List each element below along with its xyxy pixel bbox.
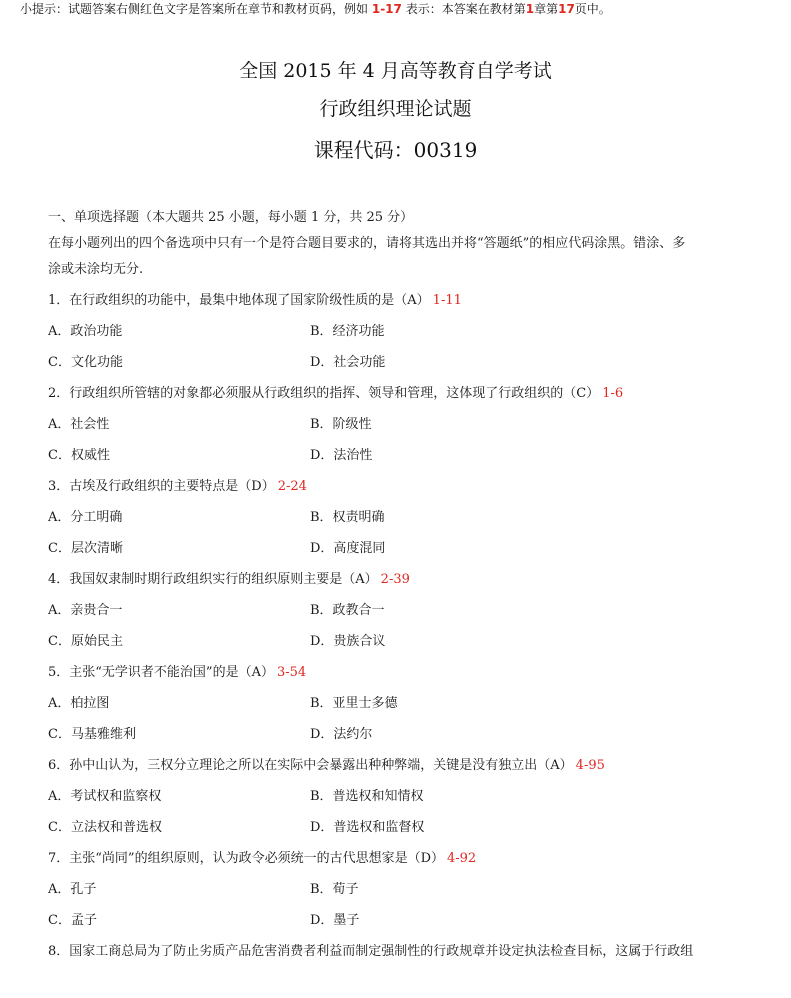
instruction-line-2: 涂或未涂均无分.	[48, 262, 144, 277]
answer-option: A．社会性	[48, 417, 110, 432]
question-8-partial: 8．国家工商总局为了防止劣质产品危害消费者利益而制定强制性的行政规章并设定执法检查目标，这属于行政组	[48, 944, 694, 959]
question-text: 1．在行政组织的功能中，最集中地体现了国家阶级性质的是（A）	[48, 293, 430, 308]
option-row	[48, 538, 768, 569]
answer-option: A．柏拉图	[48, 696, 110, 711]
question-text: 2．行政组织所管辖的对象都必须服从行政组织的指挥、领导和管理，这体现了行政组织的（C）	[48, 386, 600, 401]
answer-reference: 4-95	[575, 758, 605, 773]
answer-option: D．社会功能	[310, 355, 386, 370]
hint-text-1: 小提示：试题答案右侧红色文字是答案所在章节和教材页码，例如	[20, 2, 369, 16]
option-row	[48, 321, 768, 352]
answer-reference: 2-39	[380, 572, 410, 587]
exam-subject: 行政组织理论试题	[319, 98, 472, 120]
instruction-line-1: 在每小题列出的四个备选项中只有一个是符合题目要求的，请将其选出并将“答题纸”的相应代码涂黑。错涂、多	[48, 236, 686, 251]
answer-option: A．政治功能	[48, 324, 123, 339]
hint-example-ref: 1-17	[371, 2, 402, 16]
answer-option: A．分工明确	[48, 510, 123, 525]
answer-reference: 1-6	[602, 386, 624, 401]
answer-option: B．普选权和知情权	[310, 789, 424, 804]
question-text: 3．古埃及行政组织的主要特点是（D）	[48, 479, 275, 494]
option-row	[48, 600, 768, 631]
answer-option: B．权责明确	[310, 510, 385, 525]
exam-title: 全国 2015 年 4 月高等教育自学考试	[239, 60, 552, 82]
question-stem	[48, 383, 768, 414]
option-row	[48, 445, 768, 476]
hint-text-2: 表示：本答案在教材第	[405, 2, 526, 16]
answer-option: C．马基雅维利	[48, 727, 136, 742]
answer-reference: 4-92	[447, 851, 477, 866]
question-text: 4．我国奴隶制时期行政组织实行的组织原则主要是（A）	[48, 572, 378, 587]
answer-option: A．孔子	[48, 882, 97, 897]
option-row	[48, 352, 768, 383]
answer-option: D．法治性	[310, 448, 373, 463]
hint-text-4: 页中。	[574, 2, 611, 16]
option-row	[48, 817, 768, 848]
question-stem	[48, 662, 768, 693]
answer-option: C．孟子	[48, 913, 97, 928]
answer-option: A．考试权和监察权	[48, 789, 162, 804]
exam-content	[48, 207, 768, 972]
hint-page-number: 17	[558, 2, 575, 16]
question-text: 5．主张“无学识者不能治国”的是（A）	[48, 665, 274, 680]
hint-chapter-number: 1	[525, 2, 535, 16]
answer-option: C．文化功能	[48, 355, 123, 370]
option-row	[48, 724, 768, 755]
answer-option: A．亲贵合一	[48, 603, 123, 618]
answer-option: B．亚里士多德	[310, 696, 398, 711]
answer-reference: 3-54	[276, 665, 307, 680]
answer-option: D．普选权和监督权	[310, 820, 425, 835]
answer-option: B．经济功能	[310, 324, 385, 339]
answer-option: D．法约尔	[310, 727, 373, 742]
option-row	[48, 693, 768, 724]
answer-option: B．荀子	[310, 882, 359, 897]
question-stem	[48, 476, 768, 507]
answer-option: D．墨子	[310, 913, 360, 928]
option-row	[48, 631, 768, 662]
answer-option: D．贵族合议	[310, 634, 386, 649]
hint-text-3: 章第	[534, 2, 559, 16]
option-row	[48, 414, 768, 445]
option-row	[48, 879, 768, 910]
question-stem	[48, 569, 768, 600]
question-stem	[48, 755, 768, 786]
answer-reference: 1-11	[432, 293, 462, 308]
answer-reference: 2-24	[277, 479, 307, 494]
answer-option: D．高度混同	[310, 541, 386, 556]
question-text: 6．孙中山认为，三权分立理论之所以在实际中会暴露出种种弊端，关键是没有独立出（A）	[48, 758, 573, 773]
answer-option: C．权威性	[48, 448, 110, 463]
answer-option: C．原始民主	[48, 634, 123, 649]
question-stem	[48, 848, 768, 879]
question-list	[48, 290, 768, 941]
question-text: 7．主张“尚同”的组织原则，认为政令必须统一的古代思想家是（D）	[48, 851, 444, 866]
option-row	[48, 786, 768, 817]
hint-banner	[20, 2, 780, 16]
option-row	[48, 507, 768, 538]
answer-option: C．层次清晰	[48, 541, 123, 556]
answer-option: B．阶级性	[310, 417, 372, 432]
question-stem	[48, 290, 768, 321]
course-code: 课程代码：00319	[313, 138, 478, 162]
section-heading: 一、单项选择题（本大题共 25 小题，每小题 1 分，共 25 分）	[48, 210, 414, 225]
option-row	[48, 910, 768, 941]
answer-option: C．立法权和普选权	[48, 820, 162, 835]
answer-option: B．政教合一	[310, 603, 385, 618]
